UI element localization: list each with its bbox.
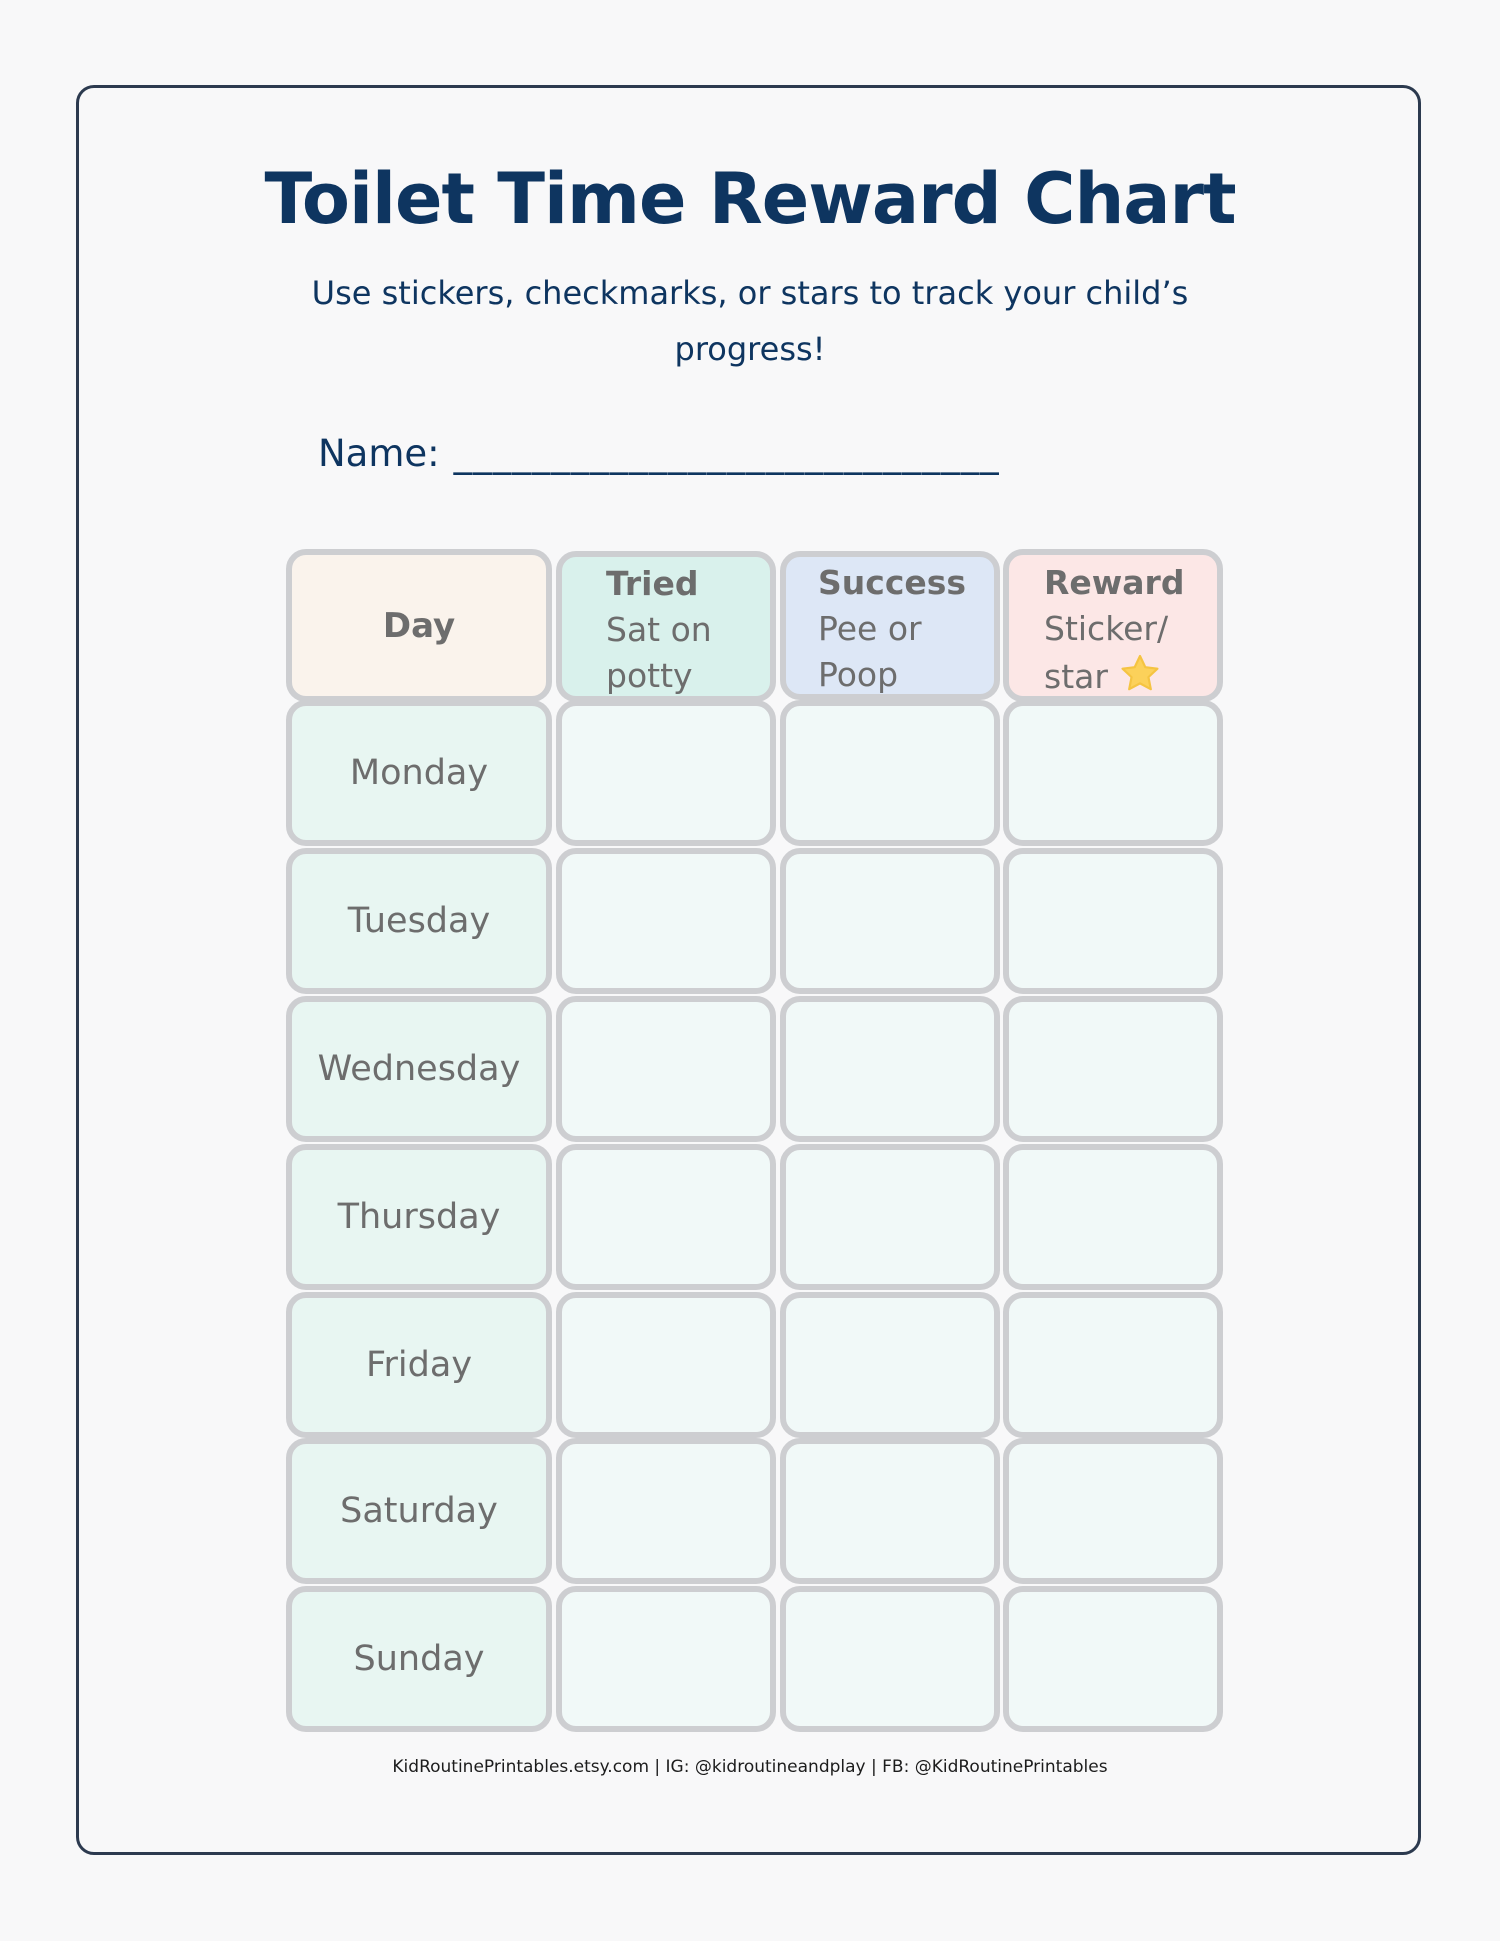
tried-entry-cell[interactable] — [556, 1438, 776, 1584]
name-label: Name: — [318, 432, 440, 475]
header-day — [286, 549, 552, 702]
day-cell — [286, 996, 552, 1142]
header-reward-text — [1044, 560, 1184, 700]
header-success-text — [818, 560, 966, 698]
day-cell — [286, 1586, 552, 1732]
header-reward — [1003, 549, 1223, 702]
reward-entry-cell[interactable] — [1003, 1438, 1223, 1584]
success-entry-cell[interactable] — [780, 1144, 1000, 1290]
header-tried-line1: Sat on — [606, 610, 712, 649]
success-entry-cell[interactable] — [780, 1586, 1000, 1732]
day-label: Thursday — [337, 1197, 501, 1237]
header-reward-subtitle — [1044, 606, 1184, 700]
tried-entry-cell[interactable] — [556, 1586, 776, 1732]
success-entry-cell[interactable] — [780, 848, 1000, 994]
reward-entry-cell[interactable] — [1003, 996, 1223, 1142]
day-cell — [286, 700, 552, 846]
success-entry-cell[interactable] — [780, 996, 1000, 1142]
reward-entry-cell[interactable] — [1003, 848, 1223, 994]
day-label: Monday — [349, 753, 489, 793]
header-tried-line2: potty — [606, 656, 693, 695]
header-success-line2: Poop — [818, 655, 899, 694]
tried-entry-cell[interactable] — [556, 1292, 776, 1438]
header-reward-line1: Sticker/ — [1044, 609, 1169, 648]
header-success-title: Success — [818, 563, 967, 602]
reward-entry-cell[interactable] — [1003, 1292, 1223, 1438]
day-label: Friday — [365, 1345, 473, 1385]
reward-entry-cell[interactable] — [1003, 1144, 1223, 1290]
reward-entry-cell[interactable] — [1003, 700, 1223, 846]
header-tried-text — [606, 561, 712, 699]
tried-entry-cell[interactable] — [556, 700, 776, 846]
tried-entry-cell[interactable] — [556, 996, 776, 1142]
day-label: Saturday — [340, 1491, 498, 1531]
tried-entry-cell[interactable] — [556, 1144, 776, 1290]
reward-entry-cell[interactable] — [1003, 1586, 1223, 1732]
day-label: Tuesday — [347, 901, 491, 941]
tried-entry-cell[interactable] — [556, 848, 776, 994]
day-cell — [286, 1144, 552, 1290]
day-cell — [286, 1292, 552, 1438]
success-entry-cell[interactable] — [780, 1292, 1000, 1438]
header-reward-line2-wrap — [1044, 652, 1184, 700]
header-reward-title: Reward — [1044, 563, 1185, 602]
day-cell — [286, 1438, 552, 1584]
header-tried-subtitle — [606, 607, 712, 699]
header-reward-line2: star — [1044, 657, 1108, 696]
star-icon — [1118, 652, 1162, 696]
name-blank-line[interactable]: ____________________________ — [453, 432, 1000, 475]
page-subtitle: Use stickers, checkmarks, or stars to track your child’s progress! — [311, 274, 1189, 368]
day-label: Sunday — [353, 1639, 485, 1679]
day-cell — [286, 848, 552, 994]
header-tried — [556, 551, 776, 702]
footer-credits: KidRoutinePrintables.etsy.com | IG: @kidroutineandplay | FB: @KidRoutinePrintables — [392, 1757, 1108, 1777]
name-field — [318, 432, 1000, 475]
day-label: Wednesday — [317, 1049, 521, 1089]
header-tried-title: Tried — [606, 564, 699, 603]
success-entry-cell[interactable] — [780, 1438, 1000, 1584]
header-day-label: Day — [382, 605, 456, 646]
header-success-line1: Pee or — [818, 609, 922, 648]
header-success — [780, 551, 1000, 700]
header-success-subtitle — [818, 606, 966, 698]
success-entry-cell[interactable] — [780, 700, 1000, 846]
page-title: Toilet Time Reward Chart — [264, 158, 1236, 240]
